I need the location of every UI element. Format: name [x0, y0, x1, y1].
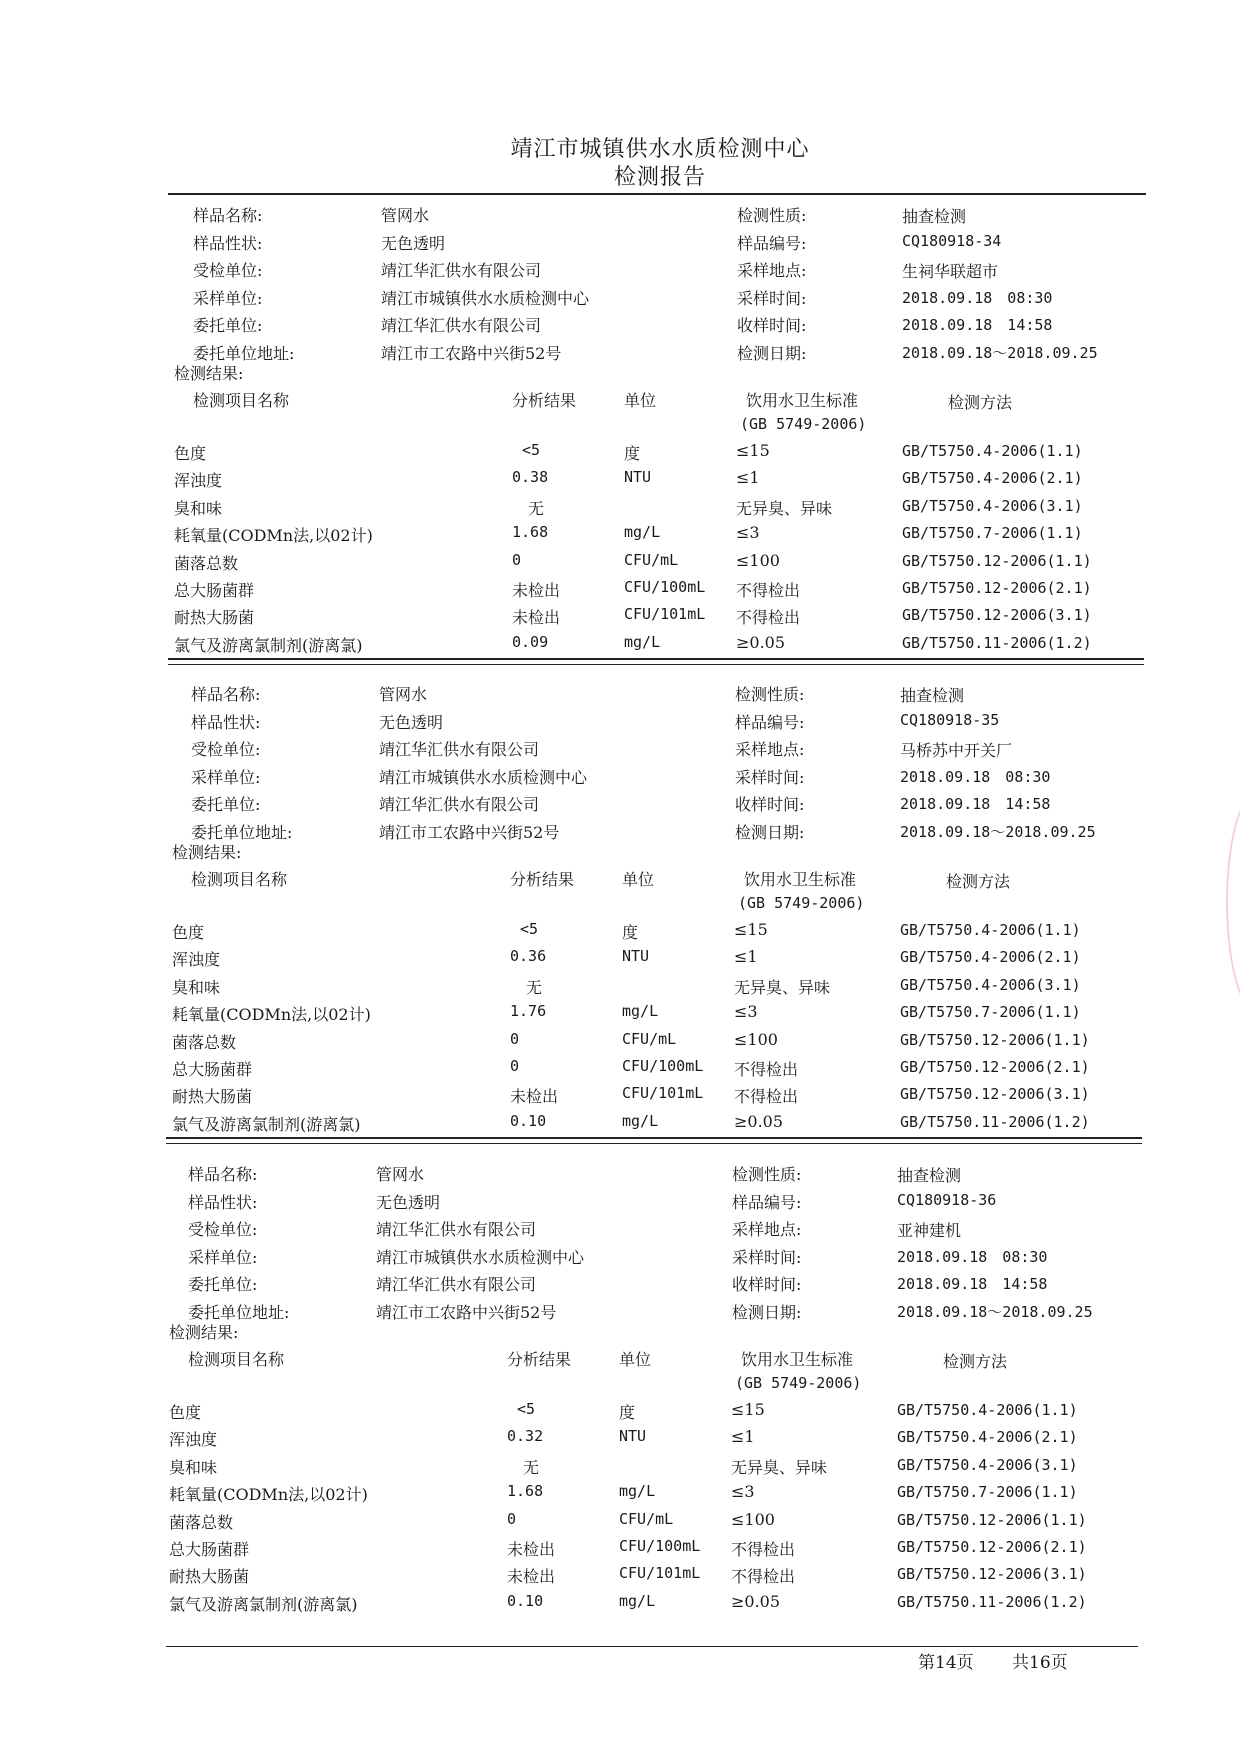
col-header-result: 分析结果 [510, 870, 575, 889]
info-label-client_unit: 委托单位: [191, 795, 261, 814]
col-header-item: 检测项目名称 [188, 1350, 285, 1369]
row-item: 耗氧量(CODMn法,以02计) [172, 1005, 371, 1025]
col-header-unit: 单位 [622, 870, 655, 889]
info-value-receive_time: 2018.09.18 14:58 [900, 795, 1051, 813]
row-result: 未检出 [507, 1567, 556, 1587]
row-method: GB/T5750.12-2006(1.1) [902, 551, 1092, 570]
info-label-test_date: 检测日期: [735, 822, 805, 842]
info-value-inspected_unit: 靖江华汇供水有限公司 [381, 261, 542, 280]
info-label-sampling_unit: 采样单位: [191, 767, 261, 787]
info-label-sample_state: 样品性状: [191, 712, 261, 732]
row-unit: CFU/100mL [622, 1057, 704, 1075]
results-label: 检测结果: [169, 1323, 239, 1342]
info-label-sample_no: 样品编号: [735, 712, 805, 732]
info-label-test_date: 检测日期: [737, 343, 807, 363]
row-item: 氯气及游离氯制剂(游离氯) [174, 635, 363, 655]
info-label-receive_time: 收样时间: [735, 795, 805, 814]
row-result: 0 [507, 1509, 517, 1528]
info-value-inspected_unit: 靖江华汇供水有限公司 [379, 740, 540, 759]
info-label-client_address: 委托单位地址: [188, 1302, 290, 1322]
row-result: 0.09 [512, 632, 549, 651]
info-label-inspected_unit: 受检单位: [188, 1220, 258, 1239]
row-result: 0 [510, 1057, 520, 1075]
row-standard: 无异臭、异味 [734, 977, 831, 997]
info-value-sample_state: 无色透明 [381, 233, 446, 253]
info-label-receive_time: 收样时间: [737, 316, 807, 335]
info-label-inspected_unit: 受检单位: [191, 740, 261, 759]
col-header-result: 分析结果 [512, 391, 577, 410]
divider-bottom [166, 1646, 1138, 1647]
row-standard: ≤100 [731, 1509, 775, 1529]
row-method: GB/T5750.12-2006(3.1) [902, 606, 1092, 625]
row-result: 无 [528, 498, 545, 518]
info-label-test_nature: 检测性质: [735, 685, 805, 704]
row-standard: ≤3 [736, 523, 760, 543]
info-label-sampling_site: 采样地点: [737, 261, 807, 280]
col-header-method: 检测方法 [948, 393, 1013, 412]
info-value-sample_name: 管网水 [379, 685, 428, 704]
seal-stamp-edge [1226, 790, 1240, 1014]
col-header-method: 检测方法 [946, 872, 1011, 891]
row-unit: CFU/mL [624, 550, 679, 569]
info-value-sampling_unit: 靖江市城镇供水水质检测中心 [379, 767, 588, 787]
row-standard: ≤1 [731, 1427, 755, 1447]
row-method: GB/T5750.12-2006(3.1) [897, 1565, 1087, 1584]
row-result: 0.38 [512, 468, 549, 487]
row-result: 0 [512, 550, 522, 569]
info-label-sampling_time: 采样时间: [735, 767, 805, 787]
info-value-client_unit: 靖江华汇供水有限公司 [379, 795, 540, 814]
row-standard: 不得检出 [734, 1060, 799, 1079]
col-header-standard-code: (GB 5749-2006) [740, 415, 867, 433]
row-method: GB/T5750.4-2006(3.1) [900, 975, 1081, 994]
info-value-test_date: 2018.09.18～2018.09.25 [900, 822, 1096, 841]
info-value-sampling_unit: 靖江市城镇供水水质检测中心 [381, 288, 590, 308]
row-unit: CFU/100mL [619, 1537, 701, 1555]
info-value-test_date: 2018.09.18～2018.09.25 [897, 1302, 1093, 1321]
results-label: 检测结果: [172, 843, 242, 862]
org-title: 靖江市城镇供水水质检测中心 [510, 137, 810, 162]
row-method: GB/T5750.4-2006(3.1) [902, 496, 1083, 515]
row-result: 未检出 [512, 608, 561, 628]
info-label-sampling_time: 采样时间: [737, 288, 807, 308]
row-method: GB/T5750.4-2006(2.1) [897, 1428, 1078, 1447]
row-result: 0.10 [507, 1591, 544, 1610]
row-item: 耐热大肠菌 [169, 1567, 250, 1587]
info-value-receive_time: 2018.09.18 14:58 [902, 316, 1053, 334]
col-header-standard-code: (GB 5749-2006) [735, 1374, 862, 1392]
info-label-client_unit: 委托单位: [188, 1275, 258, 1294]
row-unit: mg/L [624, 523, 661, 542]
row-method: GB/T5750.7-2006(1.1) [902, 524, 1083, 543]
info-label-sample_state: 样品性状: [188, 1192, 258, 1212]
row-method: GB/T5750.4-2006(2.1) [902, 469, 1083, 488]
info-value-sample_state: 无色透明 [376, 1192, 441, 1212]
row-method: GB/T5750.7-2006(1.1) [897, 1483, 1078, 1502]
info-value-sample_name: 管网水 [381, 206, 430, 225]
info-value-sampling_time: 2018.09.18 08:30 [900, 767, 1051, 786]
info-label-test_nature: 检测性质: [732, 1165, 802, 1184]
row-unit: 度 [619, 1403, 636, 1422]
info-label-sample_name: 样品名称: [188, 1165, 258, 1184]
row-method: GB/T5750.4-2006(1.1) [902, 442, 1083, 460]
row-item: 色度 [174, 444, 207, 463]
row-method: GB/T5750.11-2006(1.2) [897, 1592, 1087, 1611]
row-standard: ≥0.05 [734, 1111, 784, 1131]
info-value-test_nature: 抽查检测 [897, 1166, 962, 1185]
row-result: 0.32 [507, 1427, 544, 1446]
col-header-method: 检测方法 [943, 1352, 1008, 1371]
row-unit: mg/L [622, 1002, 659, 1021]
info-value-client_address: 靖江市工农路中兴街52号 [376, 1302, 557, 1322]
row-unit: CFU/mL [622, 1029, 677, 1048]
row-item: 氯气及游离氯制剂(游离氯) [169, 1594, 358, 1614]
info-value-sample_state: 无色透明 [379, 712, 444, 732]
info-label-client_unit: 委托单位: [193, 316, 263, 335]
info-value-sample_no: CQ180918-36 [897, 1190, 997, 1209]
page-number: 第14页 [918, 1653, 974, 1673]
info-value-sample_name: 管网水 [376, 1165, 425, 1184]
info-label-sampling_site: 采样地点: [735, 740, 805, 759]
row-standard: 无异臭、异味 [736, 498, 833, 518]
col-header-standard: 饮用水卫生标准 [746, 391, 859, 410]
info-value-sample_no: CQ180918-35 [900, 710, 1000, 729]
info-label-sample_no: 样品编号: [732, 1192, 802, 1212]
row-standard: ≤15 [734, 920, 768, 939]
info-label-sampling_time: 采样时间: [732, 1247, 802, 1267]
row-method: GB/T5750.4-2006(1.1) [897, 1401, 1078, 1419]
row-result: 未检出 [507, 1540, 556, 1559]
page-total: 共16页 [1012, 1653, 1068, 1673]
row-method: GB/T5750.11-2006(1.2) [900, 1112, 1090, 1131]
section-divider-inner [166, 1143, 1142, 1144]
row-item: 氯气及游离氯制剂(游离氯) [172, 1114, 361, 1134]
row-method: GB/T5750.4-2006(2.1) [900, 948, 1081, 967]
row-unit: CFU/100mL [624, 578, 706, 596]
info-value-receive_time: 2018.09.18 14:58 [897, 1275, 1048, 1293]
info-value-sampling_unit: 靖江市城镇供水水质检测中心 [376, 1247, 585, 1267]
row-item: 色度 [169, 1403, 202, 1422]
row-item: 浑浊度 [169, 1430, 218, 1450]
row-result: 无 [526, 977, 543, 997]
row-item: 耐热大肠菌 [172, 1087, 253, 1107]
info-label-receive_time: 收样时间: [732, 1275, 802, 1294]
info-label-sampling_unit: 采样单位: [188, 1247, 258, 1267]
section-divider [166, 1137, 1142, 1139]
info-label-inspected_unit: 受检单位: [193, 261, 263, 280]
row-method: GB/T5750.11-2006(1.2) [902, 633, 1092, 652]
row-method: GB/T5750.12-2006(1.1) [897, 1510, 1087, 1529]
info-label-test_date: 检测日期: [732, 1302, 802, 1322]
row-method: GB/T5750.4-2006(3.1) [897, 1455, 1078, 1474]
row-result: <5 [522, 441, 541, 459]
row-unit: mg/L [622, 1111, 659, 1130]
results-label: 检测结果: [174, 364, 244, 383]
row-item: 总大肠菌群 [174, 581, 255, 600]
row-standard: 不得检出 [736, 608, 801, 628]
row-result: 0.10 [510, 1111, 547, 1130]
row-result: 无 [523, 1457, 540, 1477]
row-standard: 不得检出 [736, 581, 801, 600]
row-item: 菌落总数 [174, 553, 239, 573]
row-result: 1.68 [512, 523, 549, 542]
divider-top [168, 193, 1146, 195]
row-result: 未检出 [512, 581, 561, 600]
row-standard: ≤15 [736, 441, 770, 460]
col-header-unit: 单位 [624, 391, 657, 410]
info-value-sampling_site: 亚神建机 [897, 1221, 962, 1240]
row-result: 未检出 [510, 1087, 559, 1107]
info-value-sampling_time: 2018.09.18 08:30 [897, 1247, 1048, 1266]
row-unit: NTU [619, 1427, 647, 1446]
row-result: 1.68 [507, 1482, 544, 1501]
row-standard: ≤15 [731, 1400, 765, 1419]
row-standard: ≤100 [736, 550, 780, 570]
info-label-sampling_site: 采样地点: [732, 1220, 802, 1239]
row-standard: 不得检出 [731, 1567, 796, 1587]
report-title: 检测报告 [613, 165, 706, 190]
row-method: GB/T5750.12-2006(2.1) [902, 579, 1092, 597]
row-method: GB/T5750.12-2006(3.1) [900, 1085, 1090, 1104]
row-item: 耗氧量(CODMn法,以02计) [169, 1485, 368, 1505]
row-method: GB/T5750.4-2006(1.1) [900, 921, 1081, 939]
row-standard: ≥0.05 [736, 632, 786, 652]
row-item: 总大肠菌群 [169, 1540, 250, 1559]
section-divider-inner [168, 664, 1144, 665]
row-item: 浑浊度 [172, 950, 221, 970]
row-item: 耗氧量(CODMn法,以02计) [174, 526, 373, 546]
row-item: 菌落总数 [169, 1512, 234, 1532]
row-item: 臭和味 [169, 1457, 218, 1477]
info-value-sampling_site: 生祠华联超市 [902, 262, 999, 281]
section-divider [168, 658, 1144, 660]
info-value-sampling_time: 2018.09.18 08:30 [902, 288, 1053, 307]
row-method: GB/T5750.12-2006(1.1) [900, 1030, 1090, 1049]
info-value-inspected_unit: 靖江华汇供水有限公司 [376, 1220, 537, 1239]
row-standard: ≥0.05 [731, 1591, 781, 1611]
col-header-standard: 饮用水卫生标准 [744, 870, 857, 889]
col-header-unit: 单位 [619, 1350, 652, 1369]
row-unit: mg/L [624, 632, 661, 651]
row-standard: ≤3 [734, 1002, 758, 1022]
row-unit: CFU/101mL [619, 1564, 701, 1583]
row-unit: 度 [624, 444, 641, 463]
col-header-result: 分析结果 [507, 1350, 572, 1369]
info-label-client_address: 委托单位地址: [191, 822, 293, 842]
info-value-sample_no: CQ180918-34 [902, 231, 1002, 250]
row-method: GB/T5750.12-2006(2.1) [900, 1058, 1090, 1076]
row-method: GB/T5750.7-2006(1.1) [900, 1003, 1081, 1022]
info-label-test_nature: 检测性质: [737, 206, 807, 225]
row-unit: CFU/101mL [622, 1084, 704, 1103]
row-item: 菌落总数 [172, 1032, 237, 1052]
row-result: 0 [510, 1029, 520, 1048]
row-item: 浑浊度 [174, 471, 223, 491]
row-standard: ≤1 [734, 947, 758, 967]
row-standard: 无异臭、异味 [731, 1457, 828, 1477]
row-item: 臭和味 [172, 977, 221, 997]
col-header-item: 检测项目名称 [191, 870, 288, 889]
info-label-sample_no: 样品编号: [737, 233, 807, 253]
info-label-sampling_unit: 采样单位: [193, 288, 263, 308]
row-item: 色度 [172, 923, 205, 942]
info-value-client_unit: 靖江华汇供水有限公司 [381, 316, 542, 335]
row-standard: ≤100 [734, 1029, 778, 1049]
row-unit: NTU [624, 468, 652, 487]
info-value-test_date: 2018.09.18～2018.09.25 [902, 343, 1098, 362]
row-unit: 度 [622, 923, 639, 942]
row-method: GB/T5750.12-2006(2.1) [897, 1538, 1087, 1556]
row-item: 总大肠菌群 [172, 1060, 253, 1079]
row-item: 耐热大肠菌 [174, 608, 255, 628]
info-label-sample_name: 样品名称: [193, 206, 263, 225]
col-header-standard: 饮用水卫生标准 [741, 1350, 854, 1369]
info-value-test_nature: 抽查检测 [902, 207, 967, 226]
row-unit: CFU/mL [619, 1509, 674, 1528]
row-result: 0.36 [510, 947, 547, 966]
row-result: <5 [517, 1400, 536, 1418]
row-result: <5 [520, 920, 539, 938]
info-value-client_address: 靖江市工农路中兴街52号 [381, 343, 562, 363]
info-label-sample_name: 样品名称: [191, 685, 261, 704]
row-unit: mg/L [619, 1591, 656, 1610]
info-value-client_address: 靖江市工农路中兴街52号 [379, 822, 560, 842]
row-standard: ≤1 [736, 468, 760, 488]
row-standard: ≤3 [731, 1482, 755, 1502]
row-unit: CFU/101mL [624, 605, 706, 624]
info-value-client_unit: 靖江华汇供水有限公司 [376, 1275, 537, 1294]
col-header-item: 检测项目名称 [193, 391, 290, 410]
row-unit: mg/L [619, 1482, 656, 1501]
row-standard: 不得检出 [731, 1540, 796, 1559]
row-unit: NTU [622, 947, 650, 966]
info-value-sampling_site: 马桥苏中开关厂 [900, 741, 1013, 760]
row-result: 1.76 [510, 1002, 547, 1021]
info-value-test_nature: 抽查检测 [900, 686, 965, 705]
col-header-standard-code: (GB 5749-2006) [738, 894, 865, 912]
info-label-sample_state: 样品性状: [193, 233, 263, 253]
row-standard: 不得检出 [734, 1087, 799, 1107]
row-item: 臭和味 [174, 498, 223, 518]
info-label-client_address: 委托单位地址: [193, 343, 295, 363]
